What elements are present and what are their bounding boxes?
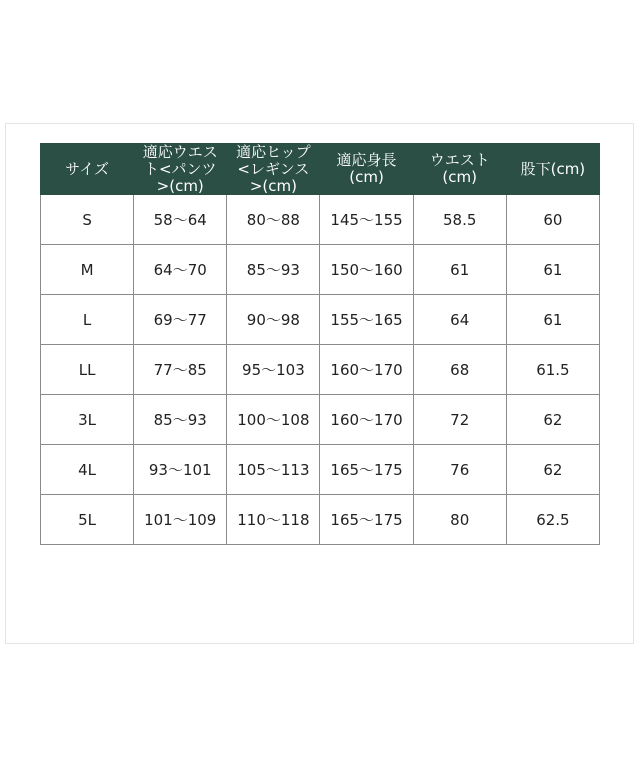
cell-waist: 76 xyxy=(413,445,506,495)
cell-inseam: 62 xyxy=(506,445,599,495)
cell-inseam: 61.5 xyxy=(506,345,599,395)
header-fit-waist-label: 適応ウエス ト<パンツ >(cm) xyxy=(142,143,218,194)
header-waist-label: ウエスト (cm) xyxy=(429,151,490,186)
cell-fit-hip: 100～108 xyxy=(227,395,320,445)
header-fit-height xyxy=(320,144,413,195)
table-row xyxy=(41,195,600,245)
cell-fit-hip: 80～88 xyxy=(227,195,320,245)
cell-fit-hip: 95～103 xyxy=(227,345,320,395)
cell-fit-hip: 85～93 xyxy=(227,245,320,295)
cell-size: 3L xyxy=(41,395,134,445)
table-row xyxy=(41,495,600,545)
cell-size: L xyxy=(41,295,134,345)
cell-size: 5L xyxy=(41,495,134,545)
cell-fit-height: 160～170 xyxy=(320,345,413,395)
header-fit-height-label: 適応身長 (cm) xyxy=(336,151,397,186)
cell-inseam: 60 xyxy=(506,195,599,245)
cell-fit-hip: 105～113 xyxy=(227,445,320,495)
cell-waist: 80 xyxy=(413,495,506,545)
cell-fit-hip: 110～118 xyxy=(227,495,320,545)
cell-size: 4L xyxy=(41,445,134,495)
cell-size: M xyxy=(41,245,134,295)
cell-waist: 58.5 xyxy=(413,195,506,245)
table-row xyxy=(41,445,600,495)
header-fit-hip-label: 適応ヒップ <レギンス >(cm) xyxy=(236,143,311,194)
cell-inseam: 62.5 xyxy=(506,495,599,545)
cell-inseam: 61 xyxy=(506,245,599,295)
header-size-label: サイズ xyxy=(65,160,109,178)
cell-waist: 68 xyxy=(413,345,506,395)
cell-fit-height: 145～155 xyxy=(320,195,413,245)
cell-fit-height: 150～160 xyxy=(320,245,413,295)
table-row xyxy=(41,295,600,345)
cell-fit-waist: 85～93 xyxy=(134,395,227,445)
cell-waist: 72 xyxy=(413,395,506,445)
cell-fit-waist: 77～85 xyxy=(134,345,227,395)
table-row xyxy=(41,395,600,445)
cell-fit-height: 155～165 xyxy=(320,295,413,345)
cell-fit-waist: 64～70 xyxy=(134,245,227,295)
cell-inseam: 62 xyxy=(506,395,599,445)
cell-fit-waist: 69～77 xyxy=(134,295,227,345)
cell-fit-waist: 101～109 xyxy=(134,495,227,545)
size-chart-table xyxy=(40,143,600,545)
header-inseam xyxy=(506,144,599,195)
table-row xyxy=(41,245,600,295)
table-body xyxy=(41,195,600,545)
cell-fit-height: 165～175 xyxy=(320,495,413,545)
table-row xyxy=(41,345,600,395)
header-fit-waist xyxy=(134,144,227,195)
cell-inseam: 61 xyxy=(506,295,599,345)
cell-fit-waist: 58～64 xyxy=(134,195,227,245)
cell-waist: 64 xyxy=(413,295,506,345)
cell-waist: 61 xyxy=(413,245,506,295)
cell-fit-height: 165～175 xyxy=(320,445,413,495)
cell-fit-height: 160～170 xyxy=(320,395,413,445)
header-fit-hip xyxy=(227,144,320,195)
header-waist xyxy=(413,144,506,195)
cell-fit-hip: 90～98 xyxy=(227,295,320,345)
cell-size: S xyxy=(41,195,134,245)
header-inseam-label: 股下(cm) xyxy=(520,160,586,178)
cell-fit-waist: 93～101 xyxy=(134,445,227,495)
table-header-row xyxy=(41,144,600,195)
header-size xyxy=(41,144,134,195)
cell-size: LL xyxy=(41,345,134,395)
